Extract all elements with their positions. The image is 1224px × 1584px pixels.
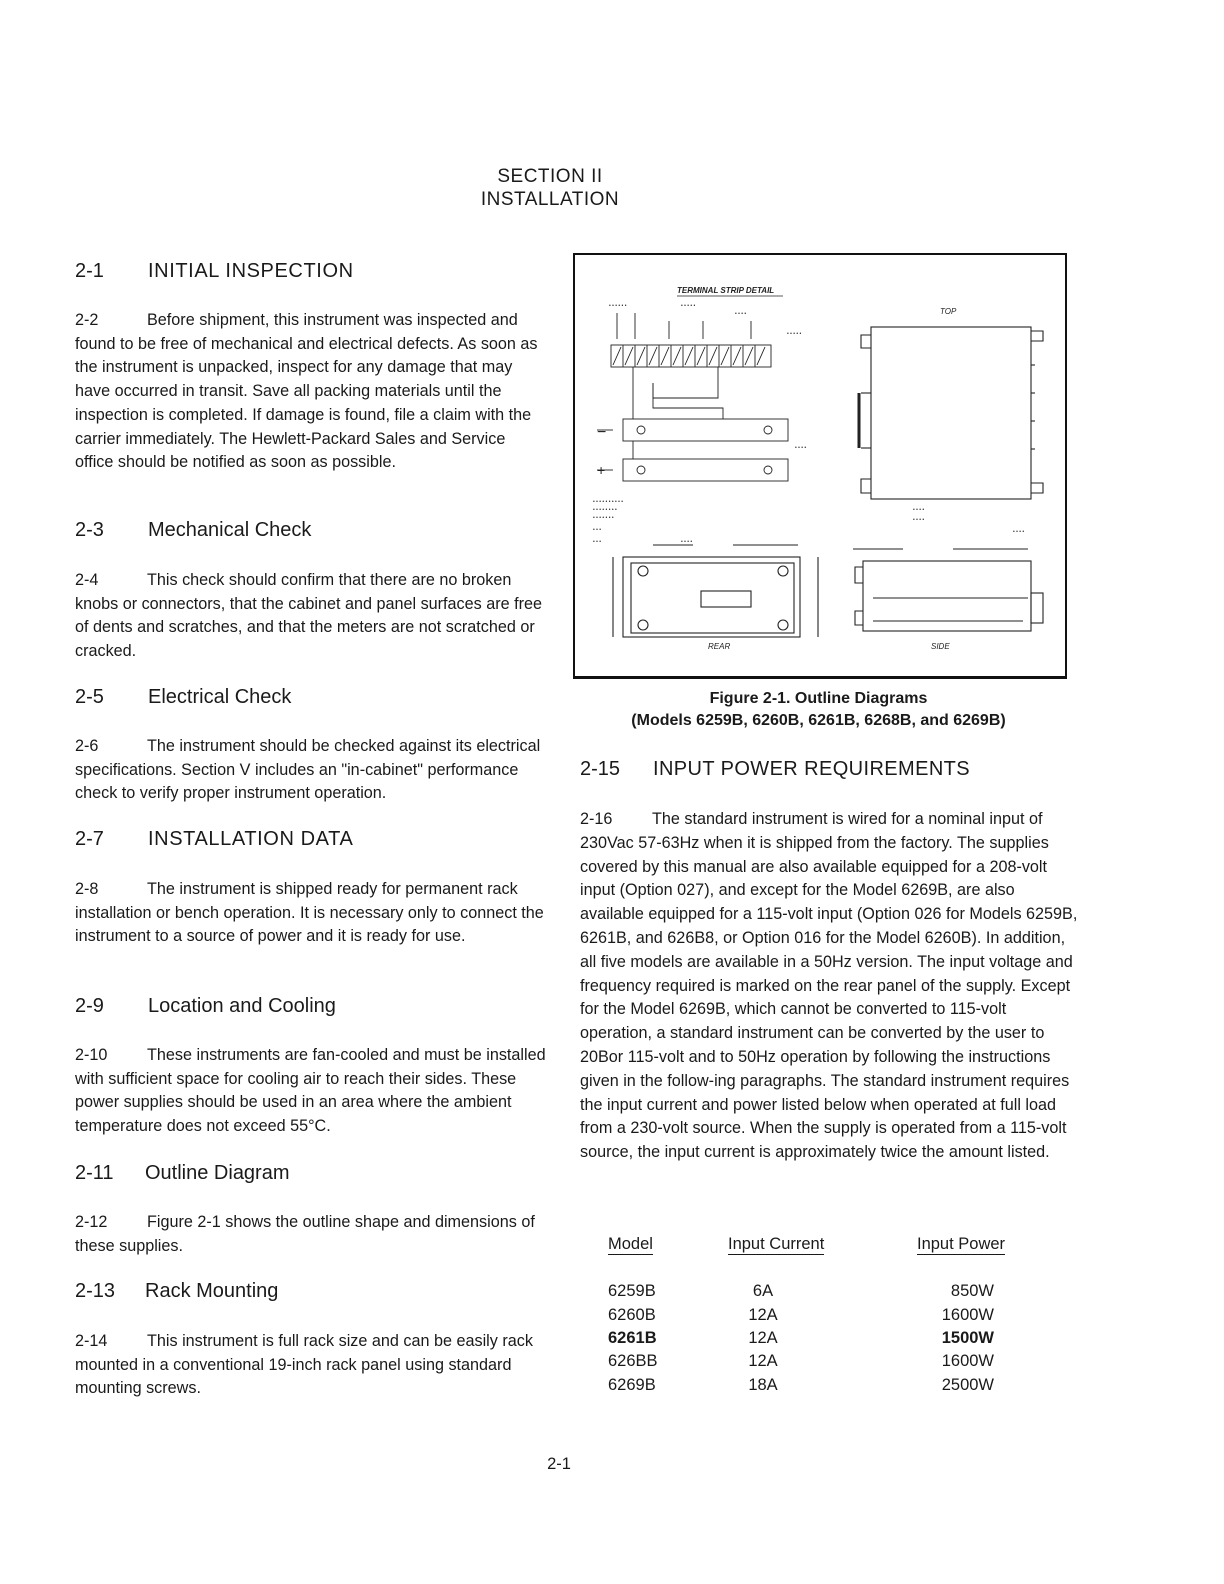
paragraph-2-16: 2-16 The standard instrument is wired for a nominal input of 230Vac 57-63Hz when it is shipped from the factory. The supplies covered by this manual are also available equipped for a 208-volt input (Option 027), and except for the Model 6269B, are also available equipped for a 115-volt input (Option 026 for Models 6259B, 6261B, and 626B8, or Option 016 for the Model 6260B). In addition, all five models are available in a 50Hz version. The input voltage and frequency required is marked on the rear panel of the supply. Except for the Model 6269B, which cannot be converted to 115-volt operation, a standard instrument can be converted by the user to 20Bor 115-volt and to 50Hz operation by following the instructions given in the follow-ing paragraphs. The standard instrument requires the input current and power listed below when operated at full load from a 230-volt source. When the supply is operated from a 115-volt source, the input current is approximately twice the amount listed. <box>580 810 1078 1162</box>
svg-text:• • •: • • • <box>593 539 602 545</box>
heading-2-1: 2-1 INITIAL INSPECTION <box>75 260 354 282</box>
paragraph-2-14: 2-14 This instrument is full rack size and can be easily rack mounted in a conventional 19-inch rack panel using standard mounting screws. <box>75 1332 533 1398</box>
outline-diagram-figure <box>573 253 1067 679</box>
column-header-input-current: Input Current <box>728 1235 825 1253</box>
paragraph-2-8: 2-8 The instrument is shipped ready for permanent rack installation or bench operation. It is necessary only to connect the instrument to a source of power and it is ready for use. <box>75 880 544 946</box>
paragraph-2-10: 2-10 These instruments are fan-cooled and must be installed with sufficient space for cooling air to reach their sides. These power supplies should be used in an area where the ambient temperature does not exceed 55°C. <box>75 1046 546 1136</box>
heading-2-11: 2-11 Outline Diagram <box>75 1162 290 1184</box>
svg-text:• • • •: • • • • <box>681 539 693 545</box>
svg-text:• • •: • • • <box>593 527 602 533</box>
rear-view-label: REAR <box>708 642 731 651</box>
table-row: 6261B 12A 1500W <box>608 1328 994 1347</box>
figure-caption: Figure 2-1. Outline Diagrams (Models 6259B, 6260B, 6261B, 6268B, and 6269B) <box>631 690 1006 729</box>
svg-text:−: − <box>597 424 607 441</box>
page-number: 2-1 <box>547 1455 571 1473</box>
svg-text:• • • •: • • • • <box>795 445 807 451</box>
paragraph-2-6: 2-6 The instrument should be checked against its electrical specifications. Section V includes an "in-cabinet" performance check to verify proper instrument operation. <box>75 737 541 803</box>
svg-text:• • • • • • •: • • • • • • • <box>593 515 614 521</box>
table-row: 6259B 6A 850W <box>608 1282 994 1301</box>
section-title: INSTALLATION <box>480 189 620 210</box>
table-row: 626BB 12A 1600W <box>608 1352 994 1371</box>
heading-2-3: 2-3 Mechanical Check <box>75 519 312 541</box>
paragraph-2-12: 2-12 Figure 2-1 shows the outline shape and dimensions of these supplies. <box>75 1213 535 1255</box>
input-power-table <box>608 1280 994 1397</box>
section-label: SECTION II <box>497 166 603 187</box>
svg-text:• • • •: • • • • <box>1013 529 1025 535</box>
top-view-label: TOP <box>940 307 957 316</box>
svg-text:+: + <box>597 462 606 478</box>
terminal-strip-label: TERMINAL STRIP DETAIL <box>677 286 775 295</box>
side-view-label: SIDE <box>931 642 950 651</box>
heading-2-5: 2-5 Electrical Check <box>75 686 292 708</box>
heading-2-13: 2-13 Rack Mounting <box>75 1280 279 1302</box>
svg-text:• • • • • • • •: • • • • • • • • <box>593 507 617 513</box>
svg-text:• • • • • •: • • • • • • <box>609 303 627 309</box>
paragraph-2-2: 2-2 Before shipment, this instrument was inspected and found to be free of mechanical and electrical defects. As soon as the instrument is unpacked, inspect for any damage that may have occurred in transit. Save all packing materials until the inspection is completed. If damage is found, file a claim with the carrier immediately. The Hewlett-Packard Sales and Service office should be notified as soon as possible. <box>75 311 538 472</box>
svg-text:• • • •: • • • • <box>735 311 747 317</box>
svg-text:• • • • •: • • • • • <box>681 303 696 309</box>
column-header-input-power: Input Power <box>917 1235 1006 1253</box>
heading-2-9: 2-9 Location and Cooling <box>75 995 336 1017</box>
svg-text:• • • •: • • • • <box>913 517 925 523</box>
heading-2-15: 2-15 INPUT POWER REQUIREMENTS <box>580 758 971 780</box>
table-row: 6260B 12A 1600W <box>608 1305 994 1324</box>
outline-diagram-drawing <box>573 253 1067 679</box>
column-header-model: Model <box>608 1235 653 1253</box>
paragraph-2-4: 2-4 This check should confirm that there are no broken knobs or connectors, that the cabinet and panel surfaces are free of dents and scratches, and that the meters are not scratched or cracked. <box>75 571 543 661</box>
svg-text:• • • • •: • • • • • <box>787 331 802 337</box>
table-row: 6269B 18A 2500W <box>608 1375 994 1394</box>
svg-text:• • • • • • • • • •: • • • • • • • • • • <box>593 499 624 505</box>
svg-text:• • • •: • • • • <box>913 507 925 513</box>
heading-2-7: 2-7 INSTALLATION DATA <box>75 828 354 850</box>
